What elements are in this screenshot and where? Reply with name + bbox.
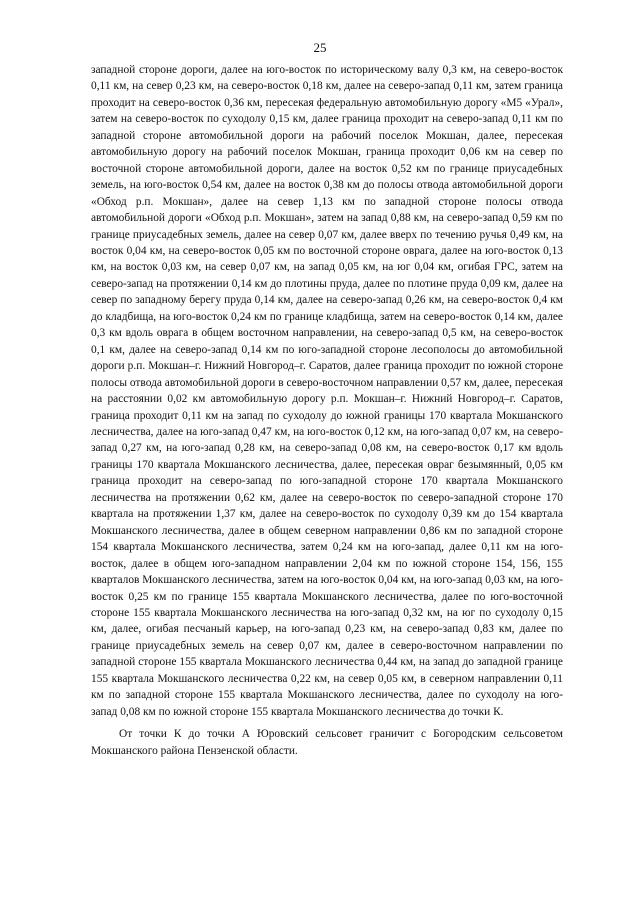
document-body	[91, 62, 563, 759]
border-summary-paragraph: От точки К до точки А Юровский сельсовет граничит с Богородским сельсоветом Мокшанского района Пензенской области.	[91, 728, 563, 757]
page-number: 25	[313, 40, 327, 55]
boundary-description-paragraph: западной стороне дороги, далее на юго-восток по историческому валу 0,3 км, на северо-восток 0,11 км, на север 0,23 км, на северо-восток 0,18 км, далее на северо-запад 0,11 км, затем граница проходит на северо-восток 0,36 км, пересекая федеральную автомобильную дорогу «М5 «Урал», затем на северо-восток по суходолу 0,15 км, далее граница проходит на северо-запад 0,11 км по западной стороне автомобильной дороги на рабочий поселок Мокшан, далее, пересекая автомобильную дорогу на рабочий поселок Мокшан, граница проходит 0,06 км на север по восточной стороне автомобильной дороги, далее на восток 0,52 км по границе приусадебных земель, на юго-восток 0,54 км, далее на восток 0,38 км до полосы отвода автомобильной дороги «Обход р.п. Мокшан», далее на север 1,13 км по западной стороне полосы отвода автомобильной дороги «Обход р.п. Мокшан», затем на запад 0,88 км, на северо-запад 0,59 км по границе приусадебных земель, далее на север 0,07 км, далее вверх по течению ручья 0,49 км, на восток 0,04 км, на северо-восток 0,05 км по восточной стороне оврага, далее на юго-восток 0,13 км, на восток 0,03 км, на север 0,07 км, на запад 0,05 км, на юг 0,04 км, огибая ГРС, затем на северо-запад на протяжении 0,14 км до плотины пруда, далее по плотине пруда 0,09 км, далее на север по западному берегу пруда 0,14 км, далее на северо-запад 0,26 км, на северо-восток 0,4 км до кладбища, на юго-восток 0,24 км по границе кладбища, затем на северо-восток 0,14 км, далее 0,3 км вдоль оврага в общем восточном направлении, на северо-запад 0,5 км, на северо-восток 0,1 км, далее на северо-запад 0,14 км по юго-западной стороне лесополосы до автомобильной дороги р.п. Мокшан–г. Нижний Новгород–г. Саратов, далее граница проходит по южной стороне полосы отвода автомобильной дороги в северо-восточном направлении 0,57 км, далее, пересекая на расстоянии 0,02 км автомобильную дорогу р.п. Мокшан–г. Нижний Новгород–г. Саратов, граница проходит 0,11 км на запад по суходолу до южной границы 170 квартала Мокшанского лесничества, далее на юго-запад 0,47 км, на юго-восток 0,12 км, на юго-запад 0,07 км, на северо-запад 0,27 км, на юго-запад 0,28 км, на северо-запад 0,08 км, на северо-восток 0,17 км вдоль границы 170 квартала Мокшанского лесничества, далее, пересекая овраг безымянный, 0,05 км граница проходит на северо-запад по юго-западной стороне 170 квартала Мокшанского лесничества на протяжении 0,62 км, далее на северо-восток по северо-западной стороне 170 квартала на протяжении 1,37 км, далее на северо-восток по суходолу 0,39 км до 154 квартала Мокшанского лесничества, далее в общем северном направлении 0,86 км по западной стороне 154 квартала Мокшанского лесничества, затем 0,24 км на юго-запад, далее 0,11 км на юго-восток, далее в общем юго-западном направлении 2,04 км по южной стороне 154, 156, 155 кварталов Мокшанского лесничества, затем на юго-восток 0,04 км, на юго-запад 0,03 км, на юго-восток 0,25 км по границе 155 квартала Мокшанского лесничества, далее по юго-восточной стороне 155 квартала Мокшанского лесничества на юго-запад 0,32 км, на юг по суходолу 0,15 км, далее, огибая песчаный карьер, на юго-запад 0,23 км, на северо-запад 0,83 км, далее по границе приусадебных земель на север 0,07 км, далее в северо-восточном направлении по западной стороне 155 квартала Мокшанского лесничества 0,44 км, на запад до западной границе 155 квартала Мокшанского лесничества 0,22 км, на север 0,05 км, в северном направлении 0,11 км по западной стороне 155 квартала Мокшанского лесничества, далее по суходолу на юго-запад 0,08 км по южной стороне 155 квартала Мокшанского лесничества до точки К.	[91, 64, 563, 718]
